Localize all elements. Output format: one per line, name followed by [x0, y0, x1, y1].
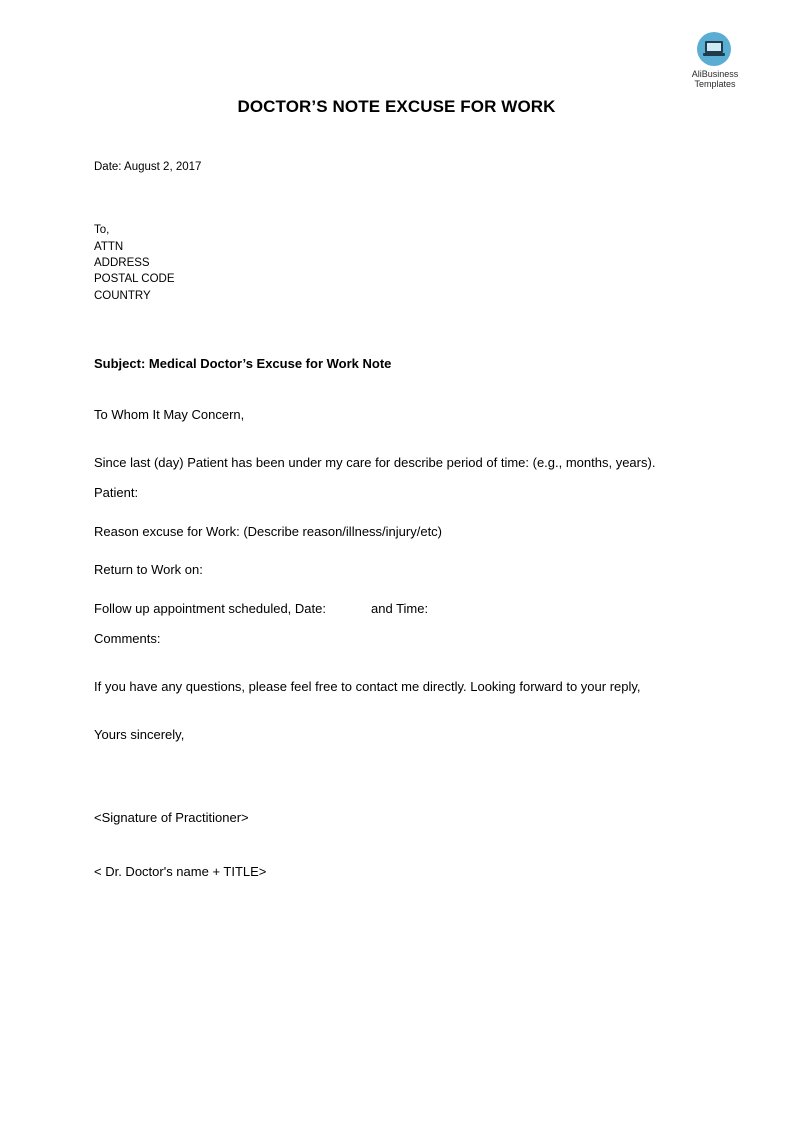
intro-paragraph: Since last (day) Patient has been under my care for describe period of time: (e.g., months, years).: [94, 455, 656, 470]
subject-line: Subject: Medical Doctor’s Excuse for Work Note: [94, 356, 392, 371]
return-to-work-field: [94, 562, 217, 577]
doctor-name-placeholder: < Dr. Doctor's name + TITLE>: [94, 864, 267, 879]
logo-line-1: AliBusiness: [691, 69, 739, 79]
follow-up-date-label: Follow up appointment scheduled, Date:: [94, 601, 326, 616]
patient-field: [94, 485, 152, 500]
recipient-attn: ATTN: [94, 241, 124, 253]
signature-placeholder: <Signature of Practitioner>: [94, 810, 249, 825]
closing-paragraph: If you have any questions, please feel free to contact me directly. Looking forward to your reply,: [94, 679, 641, 694]
patient-label: Patient:: [94, 485, 139, 500]
return-to-work-label: Return to Work on:: [94, 562, 203, 577]
recipient-country: COUNTRY: [94, 290, 151, 302]
follow-up-field: [94, 601, 326, 616]
logo-line-2: Templates: [694, 79, 736, 89]
recipient-address: ADDRESS: [94, 257, 150, 269]
comments-field: Comments:: [94, 631, 161, 646]
reason-field: Reason excuse for Work: (Describe reason/illness/injury/etc): [94, 524, 443, 539]
recipient-postal-code: POSTAL CODE: [94, 273, 175, 285]
logo-badge: [697, 32, 731, 66]
laptop-icon: [702, 39, 726, 59]
logo-text: [686, 69, 744, 89]
recipient-to: To,: [94, 224, 110, 236]
document-title: DOCTOR’S NOTE EXCUSE FOR WORK: [237, 97, 556, 116]
sign-off: Yours sincerely,: [94, 727, 185, 742]
follow-up-time-label: and Time:: [371, 601, 429, 616]
date-line: Date: August 2, 2017: [94, 161, 202, 173]
alibusiness-logo: [686, 32, 744, 92]
salutation: To Whom It May Concern,: [94, 407, 245, 422]
